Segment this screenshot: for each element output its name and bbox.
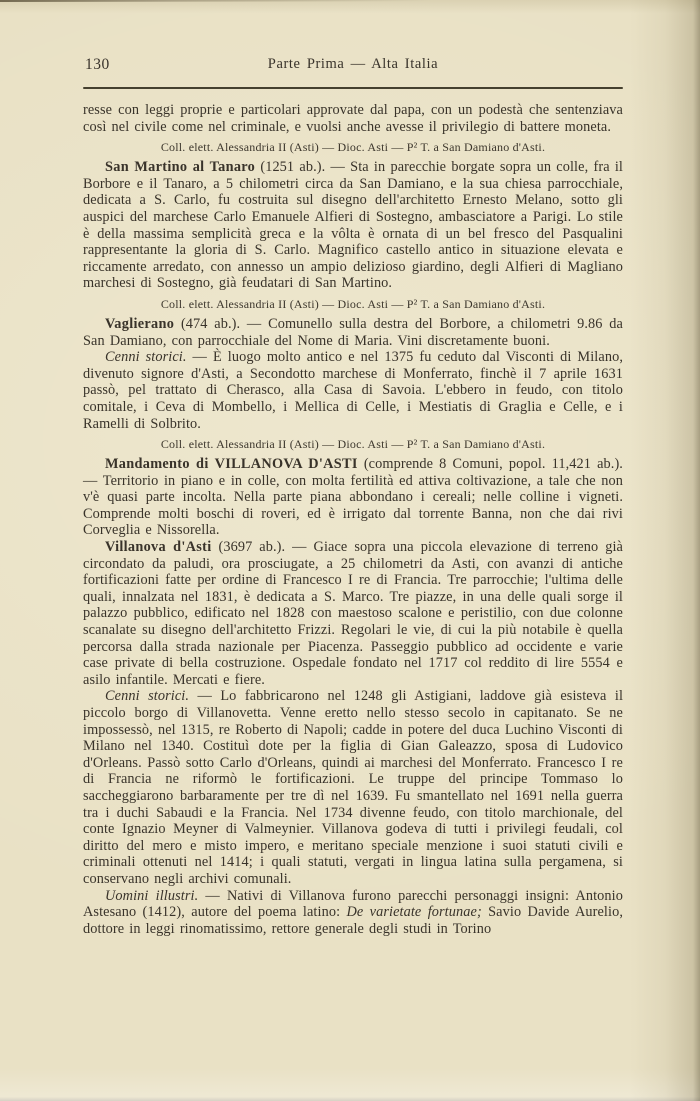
paragraph <box>83 456 623 539</box>
text-segment: (3697 ab.). — Giace sopra una piccola elevazione di terreno già circondato da paludi, ora prosciugate, a 25 chilometri da Asti, con avanzi di antiche fortificazioni fatte per ordine di Francesco I re di Francia. Tre parrocchie; l'ultima delle quali, innalzata nel 1831, è dedicata a S. Marco. Tre piazze, in una delle quali sorge il palazzo pubblico, edificato nel 1828 con maestoso scalone e peristilio, con due colonne scanalate su disegno dell'architetto Frizzi. Regolari le vie, di cui la più notabile è quella percorsa dalla strada nazionale per Piacenza. Passeggio pubblico ad occidente e varie case private di bella costruzione. Ospedale fondato nel 1717 col reddito di lire 5554 e asilo infantile. Mercati e fiere. <box>83 539 623 688</box>
text-segment: — È luogo molto antico e nel 1375 fu ceduto dal Visconti di Milano, divenuto signore d'Asti, a Secondotto marchese di Monferrato, finchè il 7 aprile 1631 passò, pel trattato di Cherasco, alla Casa di Savoia. L'ebbero in feudo, con titolo comitale, i Ceva di Mombello, i Mellica di Celle, i Mestiatis di Graglia e Celle, e i Ramelli di Solbrito. <box>83 349 623 432</box>
text-segment: Coll. elett. Alessandria II (Asti) — Dioc. Asti — P² T. a San Damiano d'Asti. <box>160 140 546 155</box>
text-segment: Coll. elett. Alessandria II (Asti) — Dioc. Asti — P² T. a San Damiano d'Asti. <box>160 437 546 452</box>
header-rule <box>83 87 623 89</box>
page-number: 130 <box>85 56 110 73</box>
text-segment: Cenni storici. <box>105 688 190 705</box>
text-segment: (comprende 8 Comuni, popol. 11,421 ab.). — Territorio in piano e in colle, con molta fertilità ed attiva coltivazione, a tale che non v'è quasi parte incolta. Nella parte piana abbondano i cereali; nelle colline i vigneti. Comprende molti boschi di roveri, ed è irrigato dal torrente Banna, non che dai rivi Corveglia e Nissorella. <box>83 456 623 539</box>
paragraph <box>83 316 623 349</box>
text-segment: San Martino al Tanaro <box>105 159 256 176</box>
text-segment: Villanova d'Asti <box>105 539 212 556</box>
text-segment: Vaglierano <box>105 315 175 332</box>
text-segment: — Lo fabbricarono nel 1248 gli Astigiani, laddove già esisteva il piccolo borgo di Villanovetta. Venne eretto nello stesso secolo in capitanato. Se ne impossessò, nel 1315, re Roberto di Napoli; cadde in potere del duca Luchino Visconti di Milano nel 1340. Costituì dote per la figlia di Gian Galeazzo, sposa di Ludovico d'Orleans. Passò sotto Carlo d'Orleans, quindi ai marchesi del Monferrato. Francesco I re di Francia ne riformò le fortificazioni. Le truppe del principe Tommaso lo saccheggiarono barbaramente per tre dì nel 1639. Fu smantellato nel 1691 nella guerra tra i duchi Sabaudi e la Francia. Nel 1734 divenne feudo, con titolo marchionale, del conte Ignazio Meyner di Valmeynier. Villanova godeva di tutti i privilegi feudali, col diritto del mero e misto impero, e meritano speciale menzione i suoi statuti civili e criminali ottenuti nel 1414; i quali statuti, vergati in lingua latina sulla pergamena, si conservano negli archivi comunali. <box>83 688 624 887</box>
running-head <box>83 56 623 73</box>
footnote-line <box>83 297 623 311</box>
text-segment: — Nativi di Villanova furono parecchi personaggi insigni: Antonio Astesano (1412), autore del poema latino: <box>83 887 623 921</box>
text-block <box>83 102 623 937</box>
text-segment: Coll. elett. Alessandria II (Asti) — Dioc. Asti — P² T. a San Damiano d'Asti. <box>160 296 546 311</box>
text-segment: Savio Davide Aurelio, dottore in leggi rinomatissimo, rettore generale degli studi in Torino <box>83 904 623 937</box>
paragraph <box>83 159 623 292</box>
text-segment: resse con leggi proprie e particolari approvate dal papa, con un podestà che sentenziava così nel civile come nel criminale, e vuolsi anche avesse il privilegio di battere moneta. <box>83 102 623 135</box>
running-head-title: Parte Prima — Alta Italia <box>267 56 439 72</box>
text-segment: De varietate fortunae; <box>346 904 482 921</box>
text-segment: (474 ab.). — Comunello sulla destra del Borbore, a chilometri 9.86 da San Damiano, con parrocchiale del Nome di Maria. Vini discretamente buoni. <box>83 315 623 349</box>
paragraph <box>83 102 623 135</box>
text-segment: Uomini illustri. <box>105 887 199 904</box>
footnote-line <box>83 437 623 451</box>
paragraph <box>83 688 623 887</box>
scan-top-edge <box>0 0 432 2</box>
paragraph <box>83 888 623 938</box>
text-segment: Mandamento di VILLANOVA D'ASTI <box>105 456 358 473</box>
footnote-line <box>83 140 623 154</box>
text-segment: Cenni storici. <box>105 349 187 366</box>
text-segment: (1251 ab.). — Sta in parecchie borgate sopra un colle, fra il Borbore e il Tanaro, a 5 chilometri circa da San Damiano, e la sua chiesa parrocchiale, dedicata a S. Carlo, fu costruita sul disegno dell'architetto Ernesto Melano, sotto gli auspici del marchese Carlo Emanuele Alfieri di Sostegno, ambasciatore a Parigi. Lo stile è della massima semplicità greca e la vôlta è ornata di un bel fresco del Pasqualini rappresentante la gloria di S. Carlo. Magnifico castello antico in situazione elevata e riccamente arredato, con annesso un ampio delizioso giardino, degli Alfieri di Magliano marchesi di Sostegno, già feudatari di San Martino. <box>83 159 623 292</box>
paragraph <box>83 349 623 432</box>
paragraph <box>83 539 623 688</box>
